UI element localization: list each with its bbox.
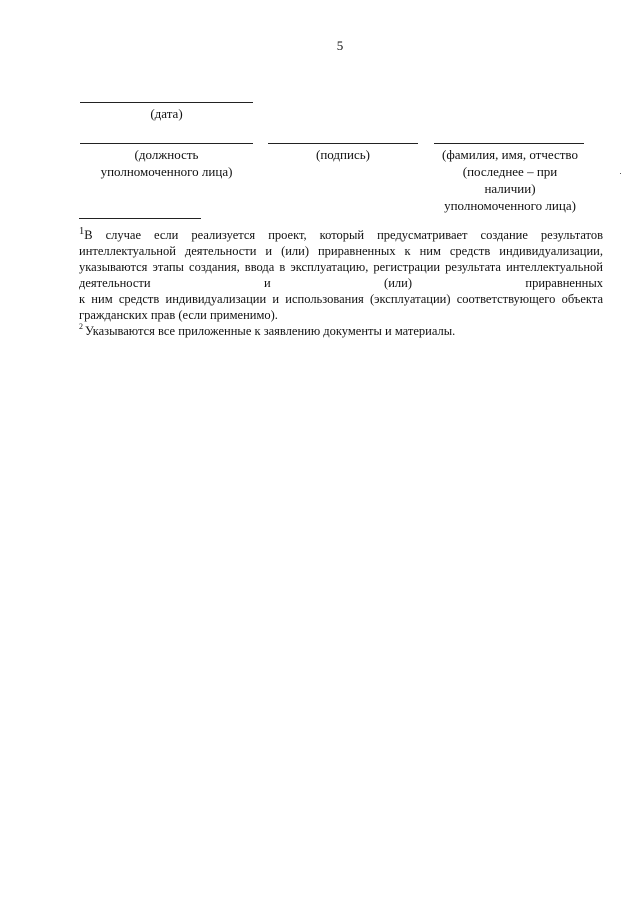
footnote-2-text: Указываются все приложенные к заявлению документы и материалы.: [85, 324, 456, 339]
footnote-1-marker: 1: [79, 226, 85, 237]
date-caption: (дата): [150, 106, 183, 121]
signature-caption: (подпись): [316, 147, 370, 162]
date-line: [80, 102, 253, 103]
name-caption-line1: (фамилия, имя, отчество: [442, 147, 578, 162]
footnote-2: [79, 323, 603, 339]
name-caption-line2: (последнее – при: [462, 164, 558, 179]
page-number: 5: [336, 38, 344, 53]
footnote-1-part2: к ним средств индивидуализации и использования (эксплуатации) соответствующего объекта гражданских прав (если применимо).: [79, 292, 603, 323]
name-caption: [419, 146, 601, 214]
footnote-2-marker: 2: [79, 322, 83, 331]
scan-speck: [620, 173, 621, 174]
position-caption-line1: (должность: [134, 147, 199, 162]
footnote-1-text1: В случае если реализуется проект, который предусматривает создание результатов интеллектуальной деятельности и (или) приравненных к ним средств индивидуализации, указываются этапы создания, ввода в эксплуатацию, регистрации результата интеллектуальной деятельности и (или) приравненных: [79, 228, 603, 291]
signature-line: [268, 143, 418, 144]
position-line: [80, 143, 253, 144]
footnote-separator: [79, 218, 201, 219]
name-line: [434, 143, 584, 144]
footnotes: [79, 224, 603, 339]
name-caption-line4: уполномоченного лица): [444, 198, 576, 213]
footnote-1-part1: [79, 224, 603, 291]
name-caption-line3: наличии): [484, 181, 536, 196]
position-caption: [80, 146, 253, 180]
position-caption-line2: уполномоченного лица): [100, 164, 233, 179]
